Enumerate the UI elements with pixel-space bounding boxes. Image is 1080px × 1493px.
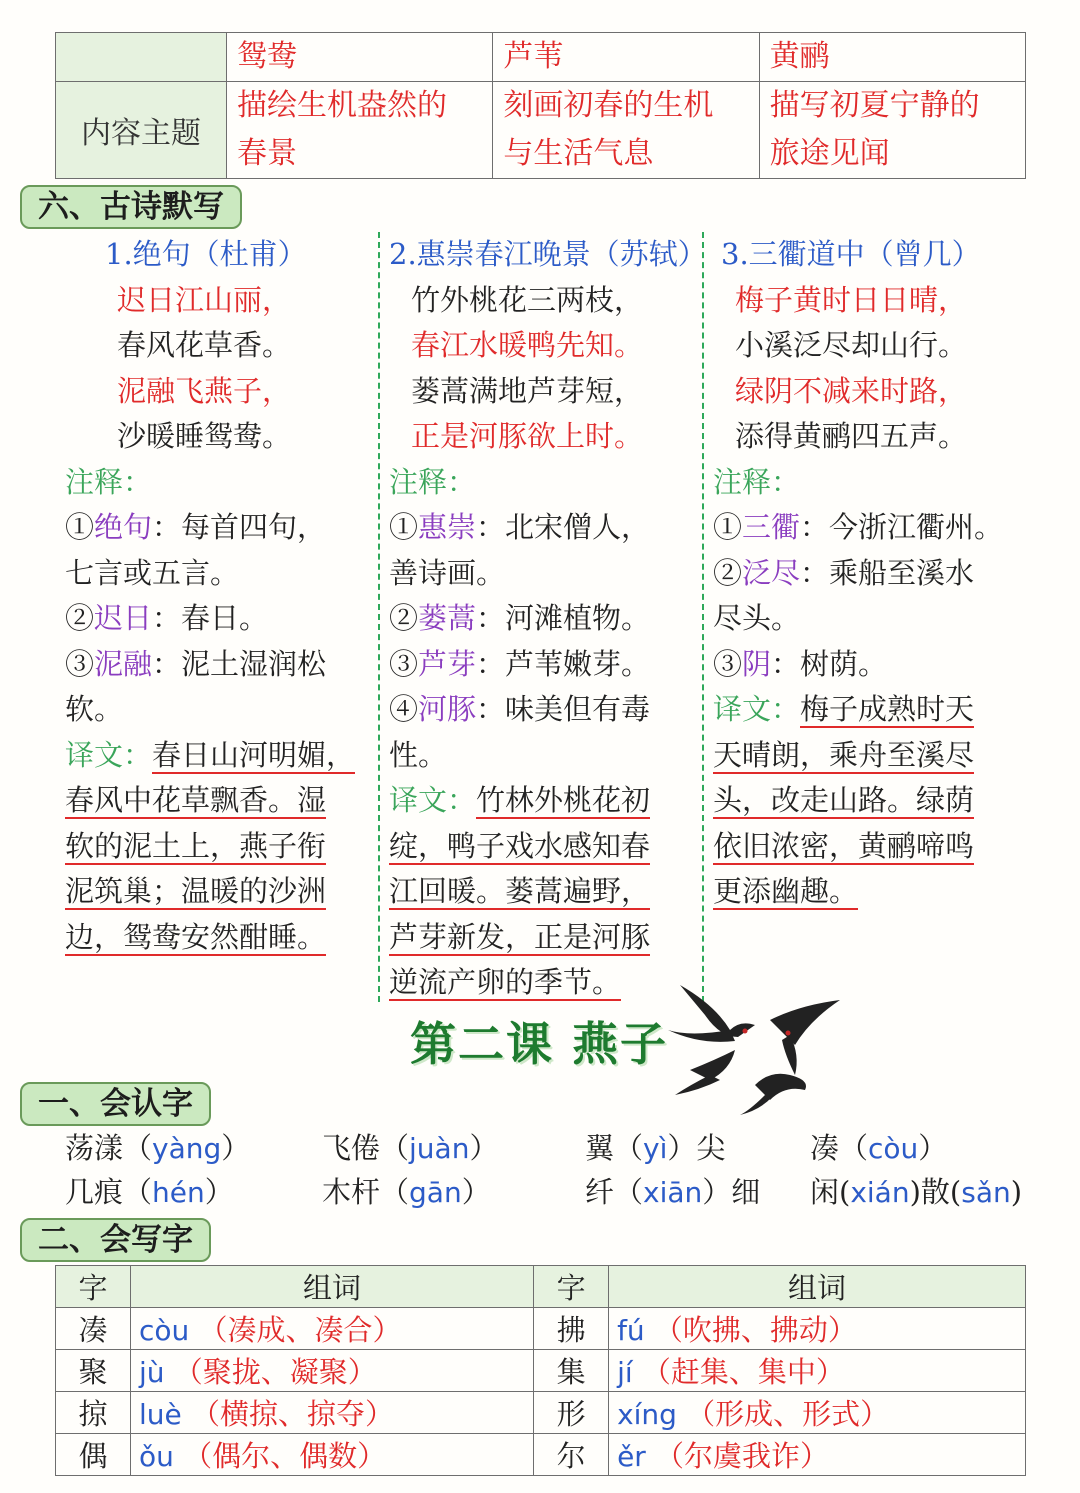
note: ②泛尽：乘船至溪水 [713,555,975,590]
poem-line: 绿阴不减来时路， [735,373,968,408]
table-row: 偶 ǒu （偶尔、偶数） 尔 ěr （尔虞我诈） [56,1434,1026,1476]
notes-label: 注释： [713,464,801,499]
poem-line: 正是河豚欲上时。 [411,419,644,453]
section-1-label: 一、会认字 [20,1082,211,1126]
poem-name-3: 黄鹂 [759,33,1025,82]
note: 软。 [65,692,124,726]
poem-line: 添得黄鹂四五声。 [735,419,968,453]
recognize-item: 纤（xiān）细 [585,1175,761,1209]
header-char: 字 [56,1266,131,1308]
translation-line: 更添幽趣。 [713,874,859,908]
poem-column-2 [389,232,707,1006]
poem-line: 竹外桃花三两枝， [411,282,644,317]
poem-line: 泥融飞燕子， [117,373,292,408]
header-words: 组词 [131,1266,534,1308]
recognize-item: 荡漾（yàng） [65,1131,251,1165]
poem-line: 沙暖睡鸳鸯。 [117,419,292,453]
translation-line: 头，改走山路。绿荫 [713,783,975,817]
table-row: 凑 còu （凑成、凑合） 拂 fú （吹拂、拂动） [56,1308,1026,1350]
recognize-item: 闲(xián)散(sǎn) [810,1175,1023,1209]
poem-column-3 [713,232,1033,915]
theme-3: 描写初夏宁静的 旅途见闻 [759,82,1025,179]
poem-column-1 [65,232,375,960]
table-row: 聚 jù （聚拢、凝聚） 集 jí （赶集、集中） [56,1350,1026,1392]
note: ③芦芽：芦苇嫩芽。 [389,646,651,681]
note: ③阴：树荫。 [713,646,888,681]
poem-line: 小溪泛尽却山行。 [735,328,968,362]
translation-line: 春日山河明媚， [152,737,356,772]
column-divider-2 [702,232,704,1002]
translation-line: 边，鸳鸯安然酣睡。 [65,919,327,954]
section-2-label: 二、会写字 [20,1218,211,1262]
theme-table [55,32,1026,179]
translation-line: 春风中花草飘香。湿 [65,783,327,817]
translation-line: 梅子成熟时天 [800,692,975,726]
row-header: 内容主题 [56,82,227,179]
poem-name-1: 鸳鸯 [227,33,493,82]
table-corner [56,33,227,82]
table-row: 掠 luè （横掠、掠夺） 形 xíng （形成、形式） [56,1392,1026,1434]
lesson-title: 第二课 燕子 [410,1017,669,1071]
poem-line: 梅子黄时日日晴， [735,282,968,317]
translation-label: 译文： [713,692,801,726]
note: 七言或五言。 [65,555,240,590]
theme-1: 描绘生机盎然的 春景 [227,82,493,179]
translation-line: 绽，鸭子戏水感知春 [389,828,651,863]
note: ②蒌蒿：河滩植物。 [389,601,651,635]
translation-line: 竹林外桃花初 [476,783,651,817]
section-6-label: 六、古诗默写 [20,185,242,229]
translation-line: 芦芽新发，正是河豚 [389,919,651,954]
poem-line: 蒌蒿满地芦芽短， [411,373,644,408]
note: ①绝句：每首四句， [65,510,327,544]
note: 尽头。 [713,601,801,635]
write-table [55,1265,1026,1476]
translation-line: 江回暖。蒌蒿遍野， [389,874,651,908]
poem-title: 2.惠崇春江晚景（苏轼） [389,237,707,271]
recognize-item: 翼（yì）尖 [585,1131,726,1165]
header-char: 字 [534,1266,609,1308]
poem-title: 3.三衢道中（曾几） [721,237,981,271]
translation-line: 逆流产卵的季节。 [389,965,622,999]
header-words: 组词 [609,1266,1026,1308]
translation-label: 译文： [65,737,153,772]
poem-line: 春江水暖鸭先知。 [411,328,644,362]
swallows-icon [660,975,860,1125]
translation-label: 译文： [389,783,477,817]
poem-line: 春风花草香。 [117,328,292,362]
translation-line: 泥筑巢；温暖的沙洲 [65,874,327,908]
recognize-item: 飞倦（juàn） [322,1131,499,1165]
note: ③泥融：泥土湿润松 [65,646,327,681]
note: 善诗画。 [389,555,506,590]
translation-line: 依旧浓密，黄鹂啼鸣 [713,828,975,863]
poem-name-2: 芦苇 [493,33,759,82]
recognize-item: 凑（còu） [810,1131,948,1165]
note: ④河豚：味美但有毒 [389,692,651,726]
note: ①三衢：今浙江衢州。 [713,510,1004,544]
notes-label: 注释： [389,464,477,499]
poem-title: 1.绝句（杜甫） [105,237,307,271]
column-divider-1 [378,232,380,1002]
notes-label: 注释： [65,464,153,499]
translation-line: 天晴朗，乘舟至溪尽 [713,737,975,772]
poem-line: 迟日江山丽， [117,282,292,317]
recognize-item: 木杆（gān） [322,1175,491,1209]
recognize-item: 几痕（hén） [65,1175,234,1209]
note: ②迟日：春日。 [65,601,269,635]
translation-line: 软的泥土上，燕子衔 [65,828,327,863]
theme-2: 刻画初春的生机 与生活气息 [493,82,759,179]
note: 性。 [389,737,448,772]
note: ①惠崇：北宋僧人， [389,510,651,544]
